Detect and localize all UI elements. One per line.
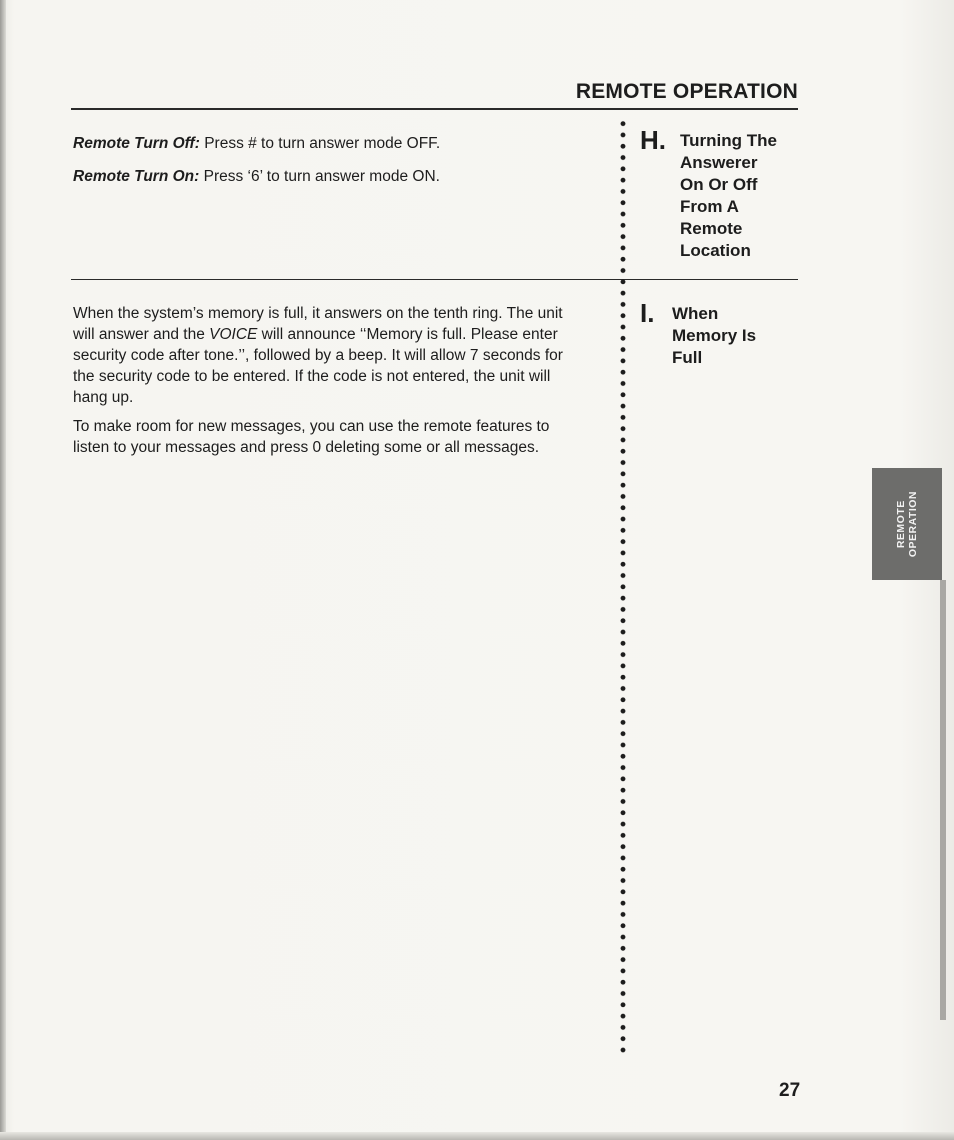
- section-h-body: [73, 133, 573, 187]
- remote-turn-off-label: Remote Turn Off:: [73, 135, 200, 152]
- section-i-title: [672, 300, 802, 369]
- side-tab-remote-operation: [872, 468, 942, 580]
- page-left-edge: [0, 0, 6, 1140]
- memory-full-paragraph: [73, 303, 563, 408]
- dotted-column-divider: [618, 118, 628, 1058]
- make-room-paragraph: To make room for new messages, you can use the remote features to listen to your messages and press 0 deleting some or all messages.: [73, 418, 550, 456]
- side-tab-line: REMOTE: [895, 500, 907, 548]
- page-header-title: REMOTE OPERATION: [575, 80, 798, 103]
- section-h-title: [680, 127, 810, 262]
- section-i-title-line: When: [672, 304, 719, 323]
- section-h-title-line: Turning The: [680, 131, 777, 150]
- section-i-title-line: Full: [672, 348, 703, 367]
- section-i-body: [73, 303, 563, 458]
- section-divider-rule: [71, 279, 798, 280]
- remote-turn-off-line: [73, 133, 573, 154]
- section-i-heading: [640, 300, 802, 369]
- section-h-letter: H.: [640, 125, 666, 155]
- section-i-letter: I.: [640, 298, 655, 328]
- remote-turn-off-text: Press # to turn answer mode OFF.: [199, 135, 441, 152]
- section-h-title-line: Answerer: [680, 153, 758, 172]
- page-number: 27: [779, 1080, 801, 1101]
- memory-full-text: When the system’s memory is full, it answers on the tenth ring. The unit will answer and the: [73, 305, 563, 343]
- section-h-title-line: Location: [680, 241, 751, 260]
- section-i-title-line: Memory Is: [672, 326, 757, 345]
- memory-full-text-cont: will announce ‘‘Memory is full. Please enter security code after tone.’’, followed by a beep. It will allow 7 seconds for the security code to be entered. If the code is not entered, the unit will hang up.: [73, 326, 563, 406]
- page-bottom-edge: [0, 1132, 954, 1140]
- section-h-title-line: Remote: [680, 219, 743, 238]
- voice-term: VOICE: [209, 326, 258, 343]
- section-h-heading: [640, 127, 810, 262]
- header-rule: [71, 108, 798, 110]
- remote-turn-on-line: [73, 166, 573, 187]
- section-h-title-line: On Or Off: [680, 175, 758, 194]
- remote-turn-on-text: Press ‘6’ to turn answer mode ON.: [199, 168, 440, 185]
- remote-turn-on-label: Remote Turn On:: [73, 168, 200, 185]
- side-tab-label: [895, 491, 919, 557]
- side-edge-bar: [940, 580, 946, 1020]
- section-h-title-line: From A: [680, 197, 739, 216]
- side-tab-line: OPERATION: [907, 490, 919, 558]
